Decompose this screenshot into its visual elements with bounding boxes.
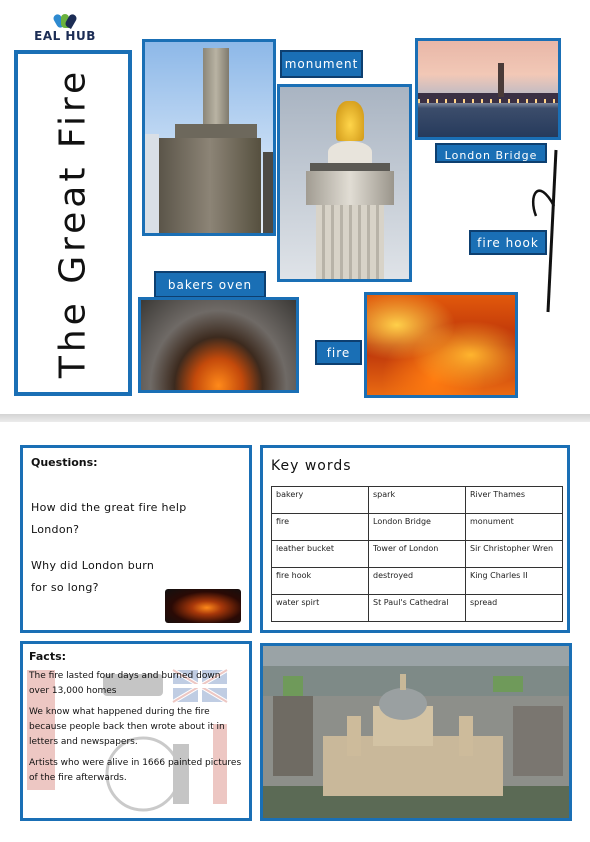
- facts-panel: [20, 641, 252, 821]
- bakers-oven-label: bakers oven: [154, 271, 266, 298]
- questions-heading: Questions:: [31, 456, 98, 469]
- key-words-panel: [260, 445, 570, 633]
- key-word-cell: Tower of London: [369, 541, 466, 568]
- key-words-row: [272, 514, 563, 541]
- key-word-cell: water spirt: [272, 595, 369, 622]
- monument-label: monument: [280, 50, 363, 78]
- key-words-row: [272, 595, 563, 622]
- key-word-cell: monument: [466, 514, 563, 541]
- page-divider: [0, 414, 590, 422]
- fact-1: The fire lasted four days and burned down over 13,000 homes: [29, 671, 221, 696]
- logo-text: EAL HUB: [34, 29, 96, 43]
- questions-panel: [20, 445, 252, 633]
- key-word-cell: fire: [272, 514, 369, 541]
- key-word-cell: River Thames: [466, 487, 563, 514]
- question-2-line-2: for so long?: [31, 581, 99, 594]
- leaf-logo-icon: [53, 12, 77, 28]
- key-word-cell: leather bucket: [272, 541, 369, 568]
- london-bridge-photo: [415, 38, 561, 140]
- question-1-line-1: How did the great fire help: [31, 501, 187, 514]
- eal-hub-logo: [30, 12, 100, 46]
- question-1-line-2: London?: [31, 523, 80, 536]
- key-words-table: [271, 486, 563, 622]
- title-panel: [14, 50, 132, 396]
- question-2-line-1: Why did London burn: [31, 559, 155, 572]
- key-word-cell: destroyed: [369, 568, 466, 595]
- key-word-cell: London Bridge: [369, 514, 466, 541]
- key-word-cell: St Paul's Cathedral: [369, 595, 466, 622]
- key-word-cell: King Charles II: [466, 568, 563, 595]
- key-word-cell: spark: [369, 487, 466, 514]
- st-pauls-city-photo: [260, 643, 572, 821]
- fact-3: Artists who were alive in 1666 painted pictures of the fire afterwards.: [29, 758, 242, 783]
- key-words-row: [272, 568, 563, 595]
- key-word-cell: bakery: [272, 487, 369, 514]
- fire-photo: [364, 292, 518, 398]
- fire-hook-label: fire hook: [469, 230, 547, 255]
- key-word-cell: fire hook: [272, 568, 369, 595]
- page-title: The Great Fire: [52, 67, 94, 379]
- small-flame-image: [165, 589, 241, 623]
- facts-heading: Facts:: [29, 650, 67, 663]
- bakers-oven-photo: [138, 297, 299, 393]
- key-words-row: [272, 541, 563, 568]
- london-bridge-label: London Bridge: [435, 143, 547, 163]
- key-word-cell: Sir Christopher Wren: [466, 541, 563, 568]
- monument-top-photo: [277, 84, 412, 282]
- fact-2: We know what happened during the fire because people back then wrote about it in letters and newspapers.: [29, 707, 225, 747]
- monument-base-photo: [142, 39, 276, 236]
- key-words-row: [272, 487, 563, 514]
- key-word-cell: spread: [466, 595, 563, 622]
- fire-hook-drawing: [528, 146, 568, 316]
- key-words-heading: Key words: [271, 458, 352, 474]
- fire-label: fire: [315, 340, 362, 365]
